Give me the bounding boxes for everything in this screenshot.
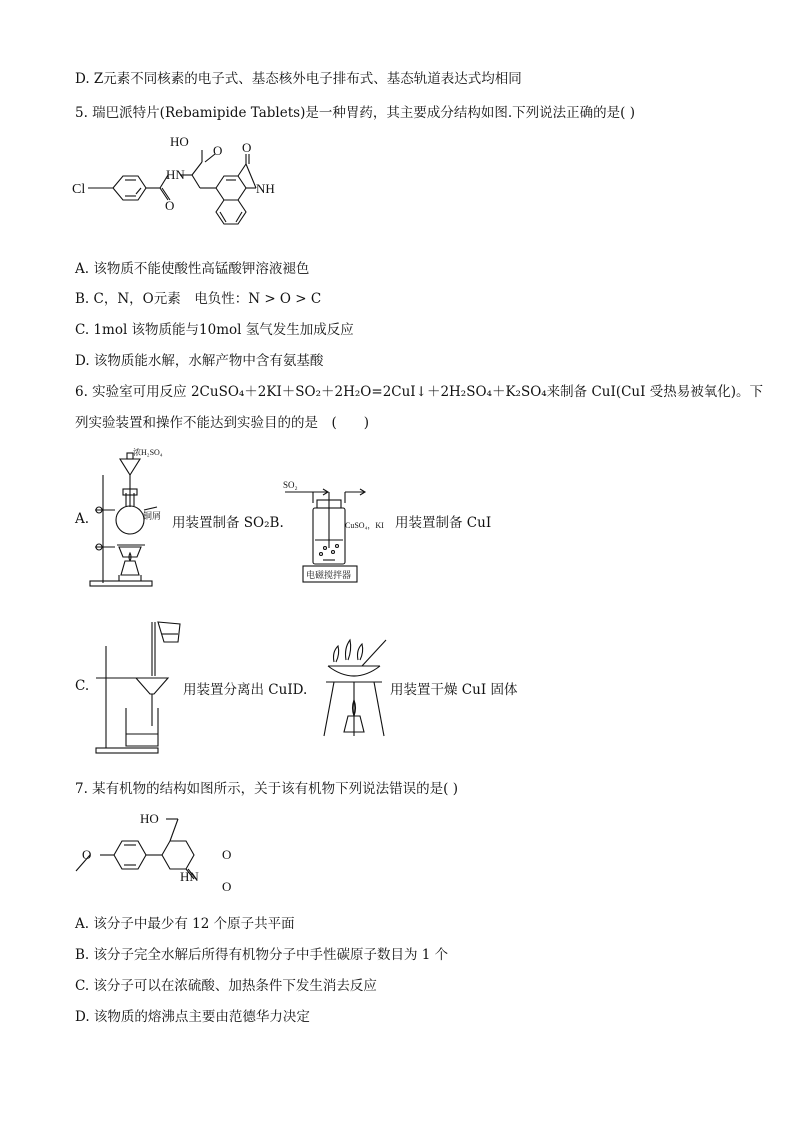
- apparatus-d-drying: [318, 636, 390, 738]
- q6-label-c: C.: [75, 678, 90, 694]
- q7-option-b: B. 该分子完全水解后所得有机物分子中手性碳原子数目为 1 个: [75, 947, 449, 963]
- q7-option-a: A. 该分子中最少有 12 个原子共平面: [75, 916, 295, 932]
- q6-stem-line2: 列实验装置和操作不能达到实验目的的是 ( ): [75, 415, 370, 431]
- label-cuso4-ki: CuSO₄，KI: [345, 521, 384, 530]
- q5-option-d: D. 该物质能水解，水解产物中含有氨基酸: [75, 353, 324, 369]
- q5-option-b: B. C，N，O元素 电负性：N > O > C: [75, 291, 322, 307]
- q5-option-c: C. 1mol 该物质能与10mol 氢气发生加成反应: [75, 322, 354, 338]
- q5-label-hn: HN: [166, 167, 185, 182]
- apparatus-a-so2-generator: [85, 445, 175, 590]
- q5-label-o-carbonyl: O: [165, 198, 175, 213]
- q5-label-cl: Cl: [72, 182, 86, 197]
- q6-caption-a: 用装置制备 SO₂B.: [172, 515, 284, 531]
- q5-stem: 5. 瑞巴派特片(Rebamipide Tablets)是一种胃药，其主要成分结构如图.下列说法正确的是( ): [75, 105, 635, 121]
- q7-option-c: C. 该分子可以在浓硫酸、加热条件下发生消去反应: [75, 978, 377, 994]
- label-magnetic-stirrer: 电磁搅拌器: [306, 570, 352, 580]
- q5-label-o-acid: O: [213, 143, 223, 158]
- q6-caption-c: 用装置分离出 CuID.: [183, 682, 308, 698]
- q7-label-o-ether: O: [82, 847, 92, 862]
- q7-stem: 7. 某有机物的结构如图所示，关于该有机物下列说法错误的是( ): [75, 781, 458, 797]
- q7-label-ho: HO: [140, 811, 159, 826]
- label-conc-h2so4: 浓H₂SO₄: [133, 448, 163, 457]
- q7-label-o-carbonyl: O: [222, 879, 232, 894]
- rebamipide-structure: [70, 130, 280, 245]
- q6-label-a: A.: [75, 511, 90, 527]
- q6-stem-line1: 6. 实验室可用反应 2CuSO₄＋2KI＋SO₂＋2H₂O=2CuI↓＋2H₂SO₄＋K₂SO₄来制备 CuI(CuI 受热易被氧化)。下: [75, 384, 764, 400]
- apparatus-c-filtration: [92, 608, 184, 756]
- q6-caption-d: 用装置干燥 CuI 固体: [390, 682, 518, 698]
- q6-caption-b: 用装置制备 CuI: [395, 515, 492, 531]
- label-copper-scraps: 铜屑: [143, 511, 162, 521]
- q7-label-hn: HN: [180, 869, 199, 884]
- q5-option-a: A. 该物质不能使酸性高锰酸钾溶液褪色: [75, 261, 310, 277]
- q7-label-o-ring: O: [222, 847, 232, 862]
- q7-organic-structure: [70, 805, 255, 895]
- q4-option-d: D. Z元素不同核素的电子式、基态核外电子排布式、基态轨道表达式均相同: [75, 71, 522, 87]
- label-so2-in: SO₂: [283, 480, 298, 490]
- apparatus-b-cui-preparation: [283, 478, 395, 588]
- q7-option-d: D. 该物质的熔沸点主要由范德华力决定: [75, 1009, 310, 1025]
- q5-label-ho: HO: [170, 134, 189, 149]
- q5-label-o-lactam: O: [242, 140, 252, 155]
- q5-label-nh: NH: [256, 181, 275, 196]
